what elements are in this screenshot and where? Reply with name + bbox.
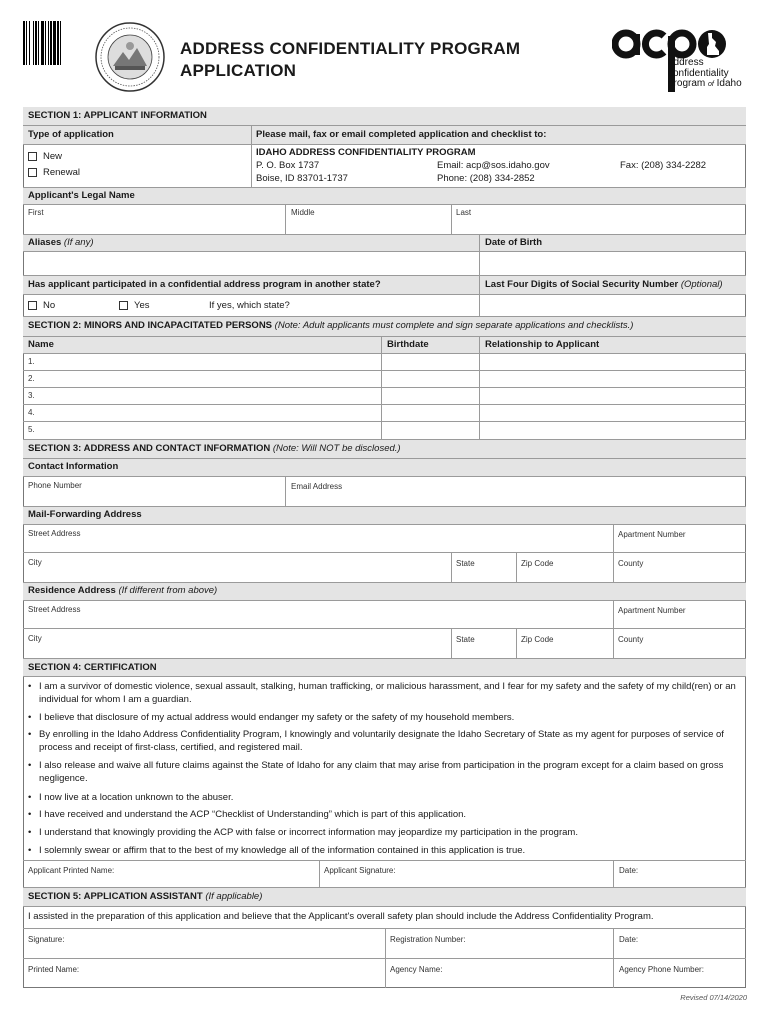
new-checkbox[interactable]: [28, 151, 62, 162]
section-1-title: SECTION 1: APPLICANT INFORMATION: [28, 110, 207, 121]
section-3-title: SECTION 3: ADDRESS AND CONTACT INFORMATION: [28, 443, 271, 454]
section-3-note: (Note: Will NOT be disclosed.): [272, 443, 401, 454]
po-box: P. O. Box 1737: [256, 160, 320, 171]
cert-bullet: • I am a survivor of domestic violence, sexual assault, stalking, human trafficking, or malicious harassment, and I fear for my safety and the safety of my child(ren) or an individual for whom I am a guardian.: [28, 681, 744, 706]
org-name: IDAHO ADDRESS CONFIDENTIALITY PROGRAM: [256, 147, 476, 158]
residence-state-field[interactable]: State: [456, 635, 475, 644]
cert-bullet-text: I understand that knowingly providing the ACP with false or incorrect information may jeopardize my participation in the program.: [39, 827, 578, 838]
cert-bullet: • By enrolling in the Idaho Address Confidentiality Program, I knowingly and voluntarily designate the Idaho Secretary of State as my agent for purposes of service of process and receipt of first-class, certified, and registered mail.: [28, 729, 744, 754]
cert-bullet: • I solemnly swear or affirm that to the best of my knowledge all of the information contained in this application is true.: [28, 845, 744, 858]
cert-bullet-text: I believe that disclosure of my actual address would endanger my safety or the safety of my household members.: [39, 712, 515, 723]
minor-row-number: 1.: [28, 357, 35, 366]
minor-relationship-header: Relationship to Applicant: [485, 339, 600, 350]
mail-city-row: [23, 553, 746, 583]
logo-line-1: address: [668, 57, 704, 68]
section-2-heading: [23, 317, 746, 337]
dob-field[interactable]: [480, 252, 745, 276]
legal-name-heading: [23, 188, 746, 205]
org-city: Boise, ID 83701-1737: [256, 173, 348, 184]
ssn-label: [485, 279, 723, 290]
cert-bullet-text: I have received and understand the ACP “Checklist of Understanding” which is part of this application.: [39, 809, 467, 820]
section-5-heading: [23, 888, 746, 907]
residence-apartment-field[interactable]: Apartment Number: [618, 606, 686, 615]
residence-text: Residence Address: [28, 585, 116, 596]
barcode-bar: [61, 21, 63, 65]
assistant-printed-name-field[interactable]: Printed Name:: [28, 965, 80, 974]
mail-city-field[interactable]: City: [28, 558, 42, 567]
s1-header-row: [23, 126, 746, 145]
revised-date: Revised 07/14/2020: [680, 993, 747, 1002]
last-name-field[interactable]: Last: [456, 208, 472, 217]
cert-bullet-text: I am a survivor of domestic violence, sexual assault, stalking, human trafficking, or malicious harassment, and I fear for my safety and the safety of my child(ren) or an individual for whom I am a guardian.: [39, 681, 736, 705]
section-3-heading: [23, 440, 746, 459]
residence-label: [28, 585, 217, 596]
mail-state-field[interactable]: State: [456, 559, 475, 568]
section-2-title: SECTION 2: MINORS AND INCAPACITATED PERSONS: [28, 320, 273, 331]
section-4-heading: [23, 659, 746, 677]
s1-type-row: [23, 145, 746, 188]
residence-street-row: [23, 601, 746, 629]
which-state-field[interactable]: If yes, which state?: [209, 300, 290, 311]
agency-name-field[interactable]: Agency Name:: [390, 965, 443, 974]
aliases-label: [28, 237, 93, 248]
residence-street-field[interactable]: Street Address: [28, 605, 81, 614]
section-5-note: (If applicable): [205, 891, 263, 902]
cert-bullet: • I understand that knowingly providing the ACP with false or incorrect information may jeopardize my participation in the program.: [28, 827, 744, 840]
section-1-heading: [23, 107, 746, 126]
participation-heading-row: [23, 276, 746, 295]
aliases-note: (If any): [63, 237, 94, 248]
section-4-title: SECTION 4: CERTIFICATION: [28, 662, 157, 673]
logo-line-3a: program: [668, 78, 706, 89]
org-email: Email: acp@sos.idaho.gov: [437, 160, 550, 171]
cert-bullet: • I believe that disclosure of my actual address would endanger my safety or the safety of my household members.: [28, 712, 744, 725]
mail-forwarding-heading: [23, 507, 746, 525]
assistant-signature-field[interactable]: Signature:: [28, 935, 65, 944]
minor-row-number: 3.: [28, 391, 35, 400]
cert-bullet-text: I solemnly swear or affirm that to the best of my knowledge all of the information contained in this application is true.: [39, 845, 526, 856]
state-seal-icon: [95, 22, 165, 92]
no-checkbox[interactable]: [28, 300, 55, 311]
type-of-application-label: Type of application: [28, 129, 114, 140]
logo-line-3b: Idaho: [716, 78, 742, 89]
mail-apartment-field[interactable]: Apartment Number: [618, 530, 686, 539]
renewal-label: Renewal: [43, 167, 80, 178]
renewal-checkbox[interactable]: [28, 167, 80, 178]
cert-bullet-text: By enrolling in the Idaho Address Confidentiality Program, I knowingly and voluntarily designate the Idaho Secretary of State as my agent for purposes of service of process and receipt of first-class, certified, and registered mail.: [39, 729, 724, 753]
dob-label: Date of Birth: [485, 237, 542, 248]
minor-row[interactable]: [23, 354, 746, 371]
minor-row-number: 2.: [28, 374, 35, 383]
section-2-note: (Note: Adult applicants must complete and sign separate applications and checklists.): [274, 320, 634, 331]
aliases-text: Aliases: [28, 237, 62, 248]
title-line-2: APPLICATION: [180, 61, 297, 80]
minor-row[interactable]: [23, 371, 746, 388]
applicant-signature-row: [23, 860, 746, 888]
cert-bullet: • I also release and waive all future claims against the State of Idaho for any claim that may arise from participation in the program except for a claim based on gross negligence.: [28, 760, 744, 785]
assistant-statement-row: [23, 907, 746, 929]
minor-row[interactable]: [23, 422, 746, 440]
no-label: No: [43, 300, 56, 311]
cert-bullet: • I have received and understand the ACP “Checklist of Understanding” which is part of this application.: [28, 809, 744, 822]
yes-checkbox[interactable]: [119, 300, 150, 311]
assistant-statement: I assisted in the preparation of this application and believe that the Applicant's overall safety plan should include the Address Confidentiality Program.: [28, 911, 654, 922]
first-name-field[interactable]: First: [28, 208, 44, 217]
mail-street-row: [23, 525, 746, 553]
aliases-heading-row: [23, 235, 746, 252]
aliases-row: [23, 252, 746, 276]
logo-line-3: [668, 79, 742, 91]
barcode: [23, 21, 77, 65]
residence-heading: [23, 583, 746, 601]
ssn-field[interactable]: [480, 295, 745, 317]
registration-number-field[interactable]: Registration Number:: [390, 935, 466, 944]
minor-row-number: 4.: [28, 408, 35, 417]
residence-note: (If different from above): [118, 585, 218, 596]
mail-street-field[interactable]: Street Address: [28, 529, 81, 538]
assistant-agency-row: [23, 959, 746, 988]
minor-name-header: Name: [28, 339, 54, 350]
title-line-1: ADDRESS CONFIDENTIALITY PROGRAM: [180, 39, 521, 58]
mail-forwarding-label: Mail-Forwarding Address: [28, 509, 142, 520]
new-label: New: [43, 151, 63, 162]
yes-label: Yes: [134, 300, 150, 311]
section-5-title: SECTION 5: APPLICATION ASSISTANT: [28, 891, 203, 902]
assistant-signature-row: [23, 929, 746, 959]
cert-bullet: • I now live at a location unknown to the abuser.: [28, 792, 744, 805]
applicant-date-field[interactable]: Date:: [619, 866, 639, 875]
applicant-printed-name-field[interactable]: Applicant Printed Name:: [28, 866, 115, 875]
applicant-signature-field[interactable]: Applicant Signature:: [324, 866, 396, 875]
email-address-field[interactable]: Email Address: [291, 482, 343, 491]
ssn-text: Last Four Digits of Social Security Number: [485, 279, 679, 290]
contact-heading: [23, 459, 746, 477]
logo-text: [668, 58, 742, 91]
org-phone: Phone: (208) 334-2852: [437, 173, 535, 184]
minor-row[interactable]: [23, 405, 746, 422]
residence-city-field[interactable]: City: [28, 634, 42, 643]
mail-county-field[interactable]: County: [618, 559, 644, 568]
minor-birthdate-header: Birthdate: [387, 339, 429, 350]
form-title: [180, 38, 520, 82]
mail-zip-field[interactable]: Zip Code: [521, 559, 554, 568]
contact-row: [23, 477, 746, 507]
org-fax: Fax: (208) 334-2282: [620, 160, 707, 171]
aliases-field[interactable]: [23, 252, 479, 276]
participation-row: [23, 295, 746, 317]
cert-bullet-text: I now live at a location unknown to the abuser.: [39, 792, 234, 803]
legal-name-row: [23, 205, 746, 235]
participation-label: Has applicant participated in a confidential address program in another state?: [28, 279, 381, 290]
logo-line-3-of: of: [708, 81, 714, 88]
ssn-note: (Optional): [680, 279, 723, 290]
minors-header-row: [23, 337, 746, 354]
agency-phone-field[interactable]: Agency Phone Number:: [619, 965, 704, 974]
middle-name-field[interactable]: Middle: [291, 208, 315, 217]
legal-name-label: Applicant's Legal Name: [28, 190, 135, 201]
residence-city-row: [23, 629, 746, 659]
cert-bullet-text: I also release and waive all future claims against the State of Idaho for any claim that may arise from participation in the program except for a claim based on gross negligence.: [39, 760, 724, 784]
residence-zip-field[interactable]: Zip Code: [521, 635, 554, 644]
logo-line-2: confidentiality: [668, 67, 729, 79]
assistant-date-field[interactable]: Date:: [619, 935, 639, 944]
phone-number-field[interactable]: Phone Number: [28, 481, 82, 490]
contact-info-label: Contact Information: [28, 461, 119, 472]
minor-row[interactable]: [23, 388, 746, 405]
minor-row-number: 5.: [28, 425, 35, 434]
residence-county-field[interactable]: County: [618, 635, 644, 644]
mail-instructions-label: Please mail, fax or email completed application and checklist to:: [256, 129, 547, 140]
